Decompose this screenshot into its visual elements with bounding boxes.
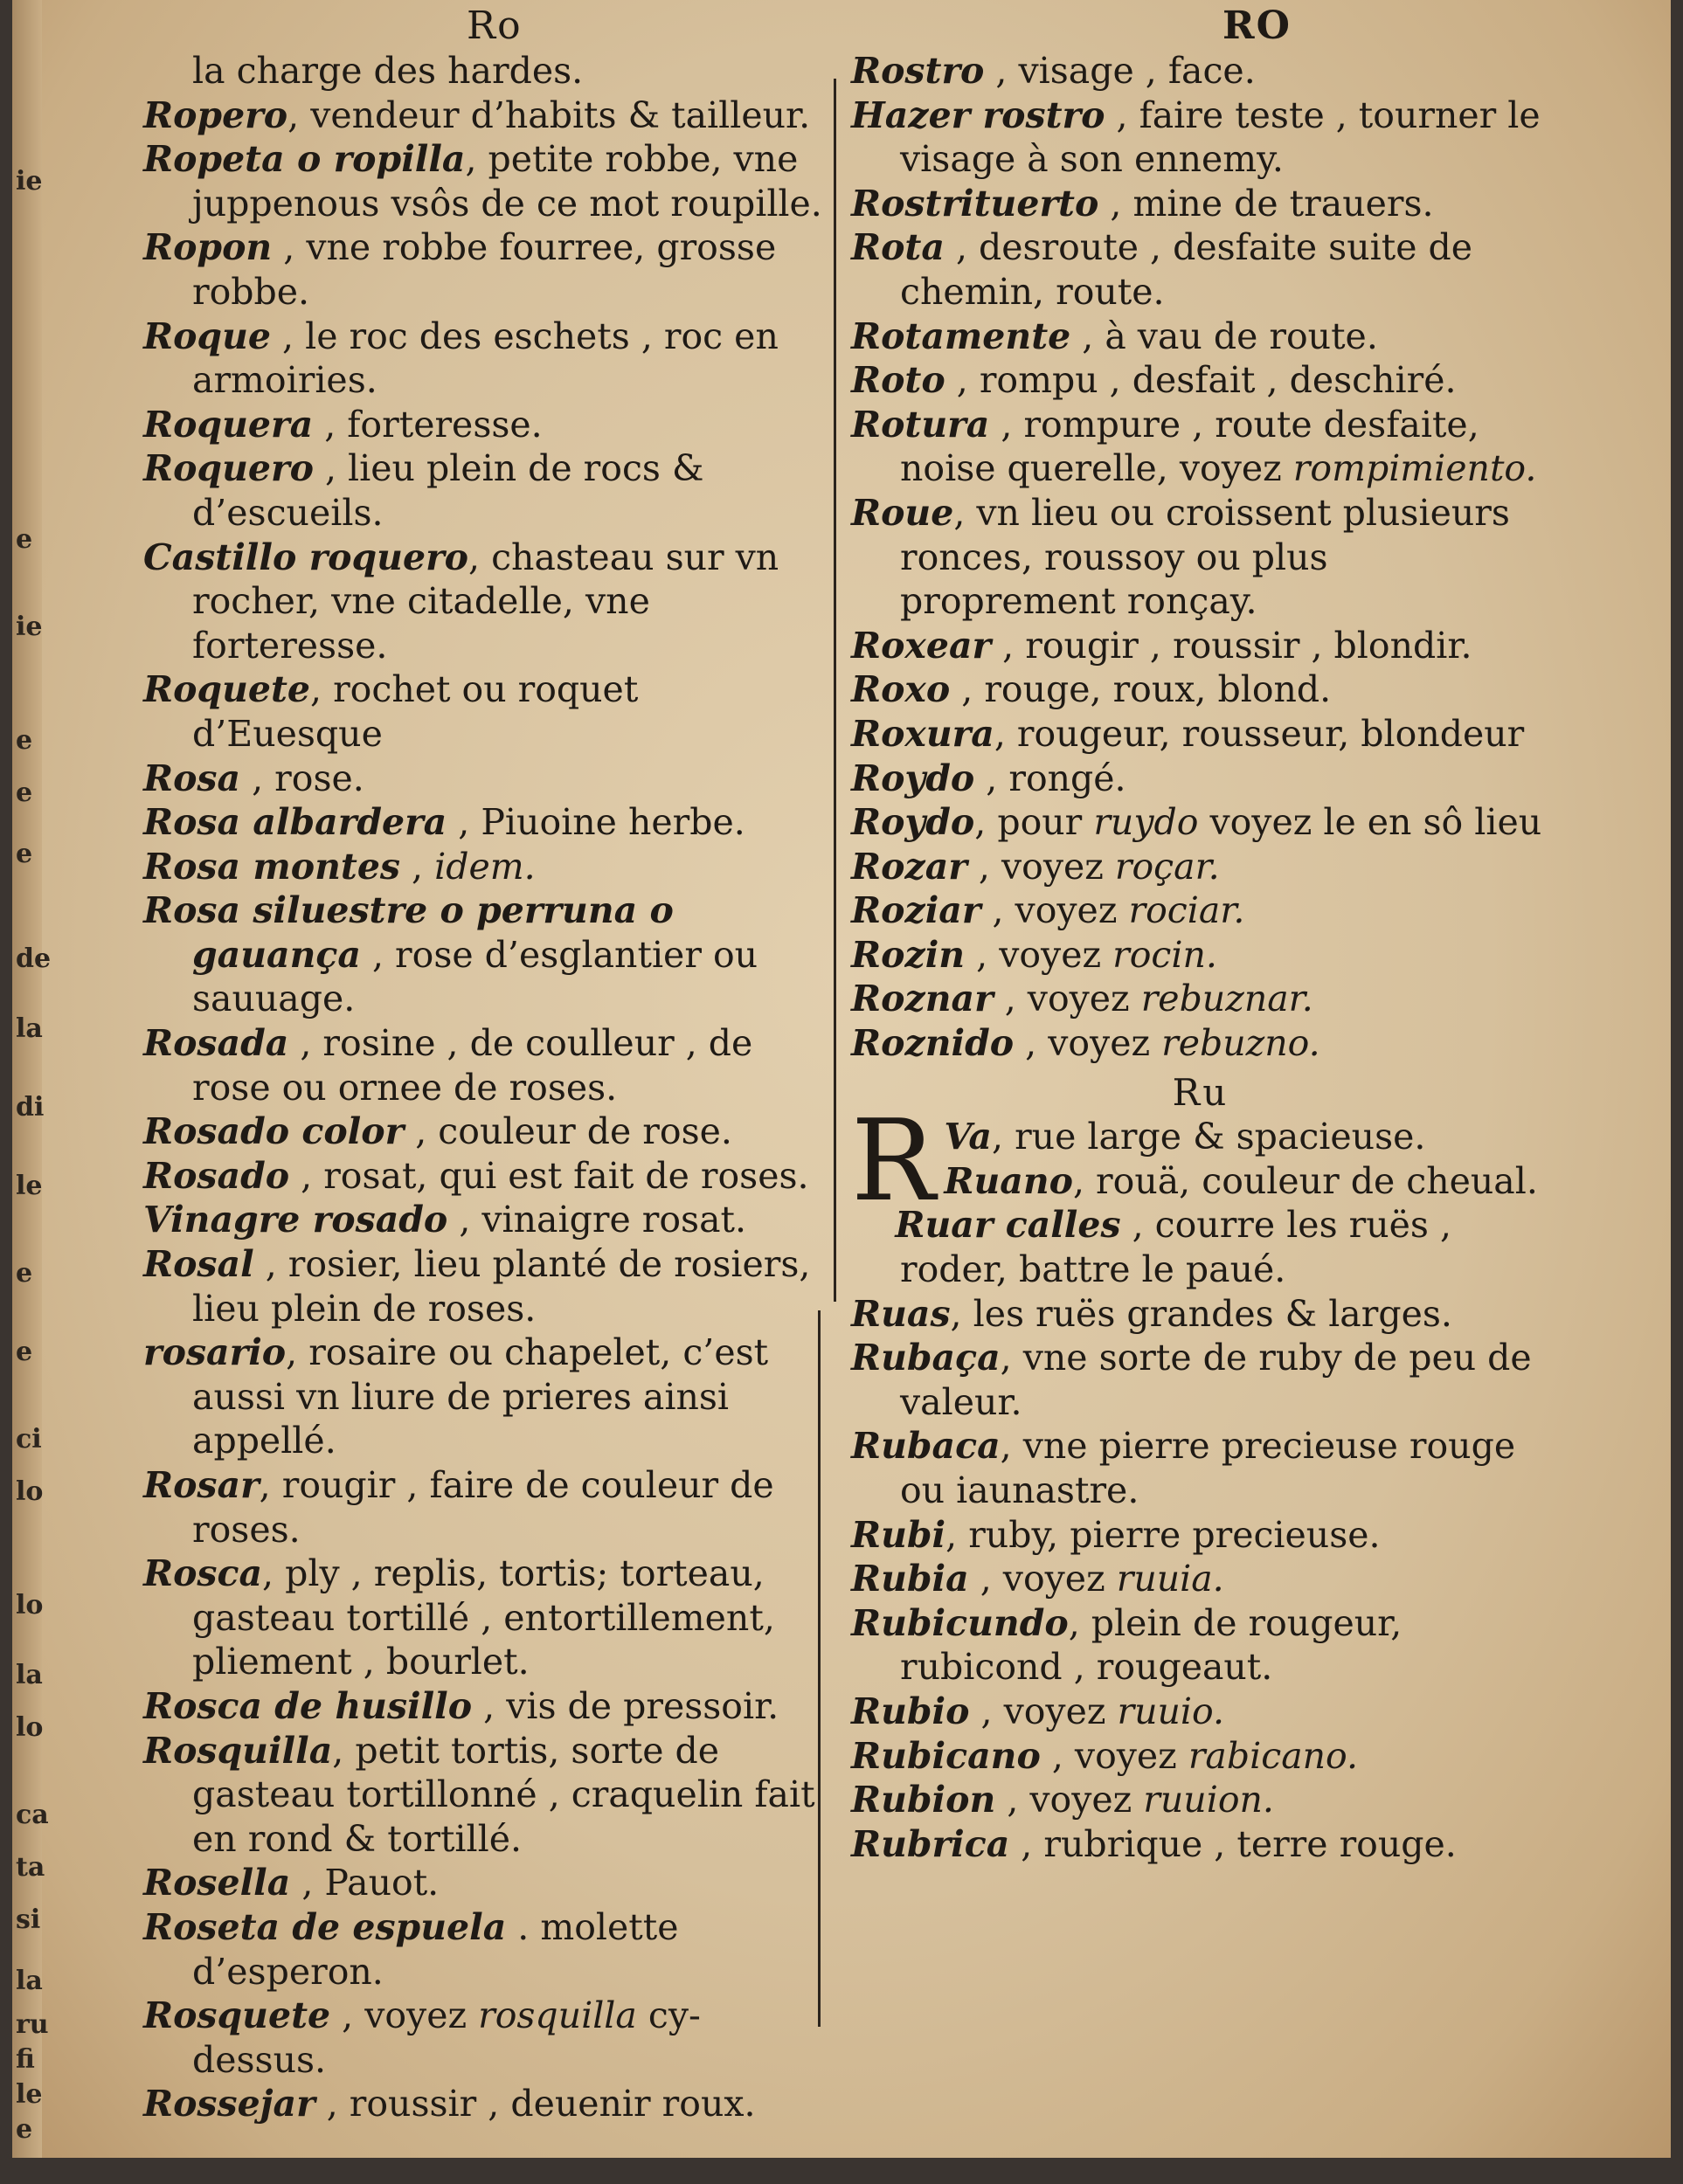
entry-definition: , visage , face. xyxy=(984,50,1256,92)
entry-headword: Roxura xyxy=(851,712,994,755)
margin-mark: e xyxy=(16,524,33,555)
entry-headword: Ruano xyxy=(944,1159,1073,1202)
entry-definition: , voyez xyxy=(1040,1734,1188,1777)
margin-mark: e xyxy=(16,1258,33,1289)
running-head-left: Ro xyxy=(467,3,523,48)
dictionary-entry xyxy=(851,933,1550,978)
margin-mark: la xyxy=(16,1013,43,1044)
entry-definition: , à vau de route. xyxy=(1070,314,1378,357)
margin-mark: le xyxy=(16,1171,43,1201)
dictionary-entry xyxy=(851,491,1550,624)
entry-headword: Rubi xyxy=(851,1513,946,1556)
entry-crossref: rebuznar. xyxy=(1140,978,1313,1020)
entry-headword: Rota xyxy=(851,226,945,269)
entry-headword: Rosquete xyxy=(143,1994,331,2037)
right-column-ro-entries xyxy=(851,49,1550,1066)
entry-definition: , forteresse. xyxy=(313,403,543,446)
dictionary-entry xyxy=(851,49,1550,93)
dropcap-letter: R xyxy=(851,1096,936,1227)
entry-crossref: rompimiento. xyxy=(1292,447,1537,490)
entry-headword: Rosado color xyxy=(143,1110,405,1153)
entry-definition: cy-dessus. xyxy=(192,1994,701,2081)
entry-crossref: roçar. xyxy=(1114,845,1220,888)
margin-mark: la xyxy=(16,1966,43,1996)
entry-headword: Ruar calles xyxy=(895,1204,1121,1247)
dictionary-entry xyxy=(851,845,1550,889)
entry-definition: . molette d’esperon. xyxy=(192,1905,679,1993)
entry-headword: Rossejar xyxy=(143,2083,315,2125)
entry-definition: , voyez xyxy=(965,933,1113,976)
entry-definition: , ply , replis, tortis; torteau, gasteau tortillé , entortillement, pliement , bourlet. xyxy=(192,1552,775,1683)
entry-definition: , rougir , faire de couleur de roses. xyxy=(192,1464,774,1551)
entry-headword: Roznar xyxy=(851,978,994,1020)
dictionary-entry xyxy=(851,182,1550,226)
entry-definition: , chasteau sur vn rocher, vne citadelle, vne forteresse. xyxy=(192,536,779,667)
entry-headword: Roseta de espuela xyxy=(143,1905,507,1948)
entry-crossref: ruuion. xyxy=(1143,1779,1274,1821)
entry-definition: , lieu plein de rocs & d’escueils. xyxy=(192,447,704,534)
dictionary-entry xyxy=(851,1601,1550,1690)
entry-definition: , rue large & spacieuse. xyxy=(992,1116,1426,1158)
entry-definition: , rougir , roussir , blondir. xyxy=(991,624,1472,667)
dictionary-entry xyxy=(143,536,834,668)
entry-headword: Rostro xyxy=(851,50,985,92)
dropcap-line-1 xyxy=(851,1115,1550,1159)
dictionary-entry xyxy=(143,403,834,447)
column-rule-upper xyxy=(834,79,836,1302)
dictionary-entry xyxy=(143,1021,834,1109)
entry-definition: , voyez xyxy=(993,978,1141,1020)
entry-headword: Rubion xyxy=(851,1779,996,1821)
entry-headword: Va xyxy=(944,1116,992,1158)
entry-definition: , rosaire ou chapelet, c’est aussi vn liure de prieres ainsi appellé. xyxy=(192,1331,769,1462)
entry-headword: Rubaca xyxy=(851,1425,1001,1468)
entry-headword: Roquete xyxy=(143,668,311,711)
dictionary-entry xyxy=(143,446,834,535)
running-head-right: RO xyxy=(1222,3,1292,48)
dictionary-entry xyxy=(143,1861,834,1905)
entry-headword: Roydo xyxy=(851,801,975,844)
entry-definition: , petit tortis, sorte de gasteau tortillonné , craquelin fait en rond & tortillé. xyxy=(192,1729,815,1860)
dictionary-entry xyxy=(143,667,834,756)
entry-headword: Rosa montes xyxy=(143,845,400,888)
dictionary-entry xyxy=(851,93,1550,182)
entry-definition: , couleur de rose. xyxy=(404,1110,732,1153)
margin-mark: le xyxy=(16,2079,43,2110)
entry-headword: Rosca xyxy=(143,1552,263,1595)
entry-headword: Rubaça xyxy=(851,1337,1001,1379)
entry-definition: , faire teste , tourner le visage à son ennemy. xyxy=(900,93,1541,181)
entry-definition: la charge des hardes. xyxy=(192,50,584,92)
dictionary-entry xyxy=(143,757,834,801)
dictionary-entry xyxy=(143,800,834,845)
entry-headword: Ropeta o ropilla xyxy=(143,138,466,181)
entry-definition: , voyez xyxy=(330,1994,479,2037)
entry-headword: Roxear xyxy=(851,624,992,667)
entry-headword: Rosar xyxy=(143,1464,260,1506)
entry-headword: Rotura xyxy=(851,403,990,446)
dictionary-entry xyxy=(143,1242,834,1330)
dictionary-entry xyxy=(143,1463,834,1552)
dictionary-entry xyxy=(143,314,834,403)
dictionary-page xyxy=(12,0,1671,2158)
entry-headword: Ruas xyxy=(851,1292,951,1335)
entry-definition: , vinaigre rosat. xyxy=(447,1199,747,1241)
dictionary-entry xyxy=(143,225,834,314)
margin-mark: ci xyxy=(16,1424,42,1455)
entry-definition: , les ruës grandes & larges. xyxy=(950,1292,1452,1335)
entry-definition: , rose. xyxy=(240,757,364,799)
entry-headword: Rosada xyxy=(143,1022,289,1065)
dictionary-entry xyxy=(143,1154,834,1199)
entry-headword: Rubicano xyxy=(851,1734,1041,1777)
entry-definition: , rouä, couleur de cheual. xyxy=(1072,1159,1538,1202)
margin-mark: ru xyxy=(16,2009,49,2040)
margin-mark: e xyxy=(16,2114,33,2145)
dictionary-entry xyxy=(143,1552,834,1684)
section-heading-ru: Ru xyxy=(1172,1070,1229,1114)
entry-definition: , rochet ou roquet d’Euesque xyxy=(192,668,639,755)
dictionary-entry xyxy=(143,1198,834,1242)
entry-headword: Rosa albardera xyxy=(143,801,447,844)
margin-mark: lo xyxy=(16,1712,44,1743)
entry-headword: Rubrica xyxy=(851,1822,1010,1865)
entry-definition: , pour xyxy=(974,801,1094,844)
entry-definition: , Piuoine herbe. xyxy=(447,801,745,844)
entry-headword: Roydo xyxy=(851,757,975,799)
dictionary-entry xyxy=(143,137,834,225)
entry-definition: , vis de pressoir. xyxy=(472,1684,779,1727)
entry-headword: Roque xyxy=(143,314,271,357)
margin-marks xyxy=(16,0,52,2158)
dictionary-entry xyxy=(143,1330,834,1463)
margin-mark: ie xyxy=(16,166,43,197)
entry-definition: , xyxy=(400,845,435,888)
dictionary-entry xyxy=(143,93,834,138)
dictionary-entry xyxy=(143,2082,834,2126)
entry-crossref: ruydo xyxy=(1093,801,1199,844)
margin-mark: lo xyxy=(16,1590,44,1621)
entry-definition: , rompu , desfait , deschiré. xyxy=(945,359,1457,402)
dictionary-entry xyxy=(143,1905,834,1994)
entry-definition: , voyez xyxy=(980,889,1129,932)
dictionary-entry xyxy=(851,667,1550,712)
entry-headword: Vinagre rosado xyxy=(143,1199,448,1241)
entry-definition: , le roc des eschets , roc en armoiries. xyxy=(192,314,779,402)
entry-definition: , desroute , desfaite suite de chemin, route. xyxy=(900,226,1473,313)
entry-headword: Ropero xyxy=(143,93,288,136)
entry-headword: Rubio xyxy=(851,1690,970,1732)
dictionary-entry xyxy=(851,1336,1550,1424)
dictionary-entry xyxy=(143,1109,834,1154)
dictionary-entry xyxy=(143,888,834,1021)
entry-definition: , vne sorte de ruby de peu de valeur. xyxy=(900,1337,1532,1423)
entry-crossref: rebuzno. xyxy=(1161,1022,1320,1065)
entry-definition: , rouge, roux, blond. xyxy=(950,668,1332,711)
entry-definition: , mine de trauers. xyxy=(1098,182,1434,225)
entry-definition: , rosine , de coulleur , de rose ou ornee de roses. xyxy=(192,1022,753,1109)
dictionary-entry xyxy=(851,314,1550,359)
dictionary-entry xyxy=(143,49,834,93)
margin-mark: e xyxy=(16,778,33,808)
entry-headword: Rosella xyxy=(143,1862,291,1904)
entry-definition: , voyez xyxy=(1014,1022,1162,1065)
entry-definition: , vendeur d’habits & tailleur. xyxy=(287,93,811,136)
entry-definition: , Pauot. xyxy=(290,1862,440,1904)
margin-mark: e xyxy=(16,1337,33,1367)
entry-headword: Roto xyxy=(851,359,945,402)
margin-mark: fi xyxy=(16,2044,35,2075)
entry-headword: Rosquilla xyxy=(143,1729,333,1772)
entry-headword: Rosa xyxy=(143,757,241,799)
dictionary-entry xyxy=(851,1203,1550,1291)
entry-definition: , vne robbe fourree, grosse robbe. xyxy=(192,226,777,313)
margin-mark: ca xyxy=(16,1800,49,1830)
entry-definition: , courre les ruës , roder, battre le paué. xyxy=(900,1204,1452,1291)
entry-definition: voyez le en sô lieu xyxy=(1198,801,1542,844)
entry-definition: , voyez xyxy=(995,1779,1144,1821)
dictionary-entry xyxy=(851,1734,1550,1779)
entry-crossref: idem. xyxy=(434,845,536,888)
margin-mark: si xyxy=(16,1904,41,1935)
dictionary-entry xyxy=(851,712,1550,757)
right-column-ru-entries xyxy=(851,1203,1550,1866)
entry-definition: , vne pierre precieuse rouge ou iaunastre. xyxy=(900,1425,1516,1511)
entry-headword: Rosado xyxy=(143,1154,290,1197)
margin-mark: ta xyxy=(16,1852,45,1883)
entry-headword: Hazer rostro xyxy=(851,93,1105,136)
dictionary-entry xyxy=(851,1690,1550,1734)
entry-definition: , rosat, qui est fait de roses. xyxy=(289,1154,809,1197)
entry-headword: rosario xyxy=(143,1331,287,1374)
dictionary-entry xyxy=(851,403,1550,491)
entry-headword: Rozin xyxy=(851,933,966,976)
entry-headword: Rosca de husillo xyxy=(143,1684,473,1727)
entry-definition: , rubrique , terre rouge. xyxy=(1009,1822,1457,1865)
entry-headword: Rostrituerto xyxy=(851,182,1099,225)
entry-definition: , voyez xyxy=(968,1558,1117,1600)
entry-headword: Roziar xyxy=(851,889,981,932)
margin-mark: de xyxy=(16,943,52,974)
margin-mark: di xyxy=(16,1092,45,1123)
entry-definition: , rosier, lieu planté de rosiers, lieu plein de roses. xyxy=(192,1243,811,1330)
dictionary-entry xyxy=(851,977,1550,1021)
margin-mark: lo xyxy=(16,1476,44,1507)
dictionary-entry xyxy=(851,1513,1550,1558)
entry-headword: Rotamente xyxy=(851,314,1071,357)
entry-definition: , rompure , route desfaite, noise querelle, voyez xyxy=(900,403,1479,490)
dictionary-entry xyxy=(143,845,834,889)
entry-headword: Castillo roquero xyxy=(143,536,469,578)
dictionary-entry xyxy=(851,1778,1550,1822)
entry-crossref: ruuia. xyxy=(1116,1558,1224,1600)
dictionary-entry xyxy=(851,800,1550,845)
right-column xyxy=(851,49,1550,1866)
entry-headword: Roquera xyxy=(143,403,314,446)
entry-definition: , voyez xyxy=(966,845,1115,888)
entry-headword: Rubia xyxy=(851,1558,969,1600)
entry-definition: , vn lieu ou croissent plusieurs ronces, roussoy ou plus proprement ronçay. xyxy=(900,491,1510,623)
entry-definition: , rongé. xyxy=(974,757,1126,799)
entry-definition: , plein de rougeur, rubicond , rougeaut. xyxy=(900,1601,1402,1689)
margin-mark: ie xyxy=(16,612,43,642)
entry-headword: Rosal xyxy=(143,1243,254,1286)
entry-definition: , voyez xyxy=(969,1690,1118,1732)
dictionary-entry xyxy=(851,624,1550,668)
dictionary-entry xyxy=(143,1684,834,1729)
entry-crossref: rocin. xyxy=(1112,933,1217,976)
entry-crossref: rociar. xyxy=(1128,889,1245,932)
entry-headword: Roquero xyxy=(143,447,314,490)
dictionary-entry xyxy=(851,358,1550,403)
dictionary-entry xyxy=(143,1729,834,1862)
entry-headword: Rozar xyxy=(851,845,967,888)
entry-headword: Roznido xyxy=(851,1022,1015,1065)
margin-mark: e xyxy=(16,839,33,869)
dictionary-entry xyxy=(851,1292,1550,1337)
dictionary-entry xyxy=(851,757,1550,801)
dropcap-line-2 xyxy=(851,1159,1550,1204)
dictionary-entry xyxy=(851,1021,1550,1066)
margin-mark: la xyxy=(16,1660,43,1690)
entry-headword: Ropon xyxy=(143,226,273,269)
entry-headword: Roxo xyxy=(851,668,951,711)
entry-crossref: rabicano. xyxy=(1188,1734,1359,1777)
entry-definition: , rougeur, rousseur, blondeur xyxy=(994,712,1525,755)
dictionary-entry xyxy=(851,888,1550,933)
entry-headword: Rubicundo xyxy=(851,1601,1069,1644)
dictionary-entry xyxy=(851,1424,1550,1512)
dictionary-entry xyxy=(851,225,1550,314)
entry-headword: Rosa siluestre o perruna o gauança xyxy=(143,889,674,976)
entry-definition: , petite robbe, vne juppenous vsôs de ce mot roupille. xyxy=(192,138,822,225)
entry-crossref: rosquilla xyxy=(478,1994,637,2037)
entry-crossref: ruuio. xyxy=(1117,1690,1225,1732)
dictionary-entry xyxy=(143,1994,834,2082)
margin-mark: e xyxy=(16,725,33,756)
entry-definition: , rose d’esglantier ou sauuage. xyxy=(192,933,758,1020)
left-column xyxy=(143,49,834,2126)
entry-definition: , ruby, pierre precieuse. xyxy=(945,1513,1381,1556)
entry-definition: , roussir , deuenir roux. xyxy=(315,2083,756,2125)
dictionary-entry xyxy=(851,1822,1550,1867)
dictionary-entry xyxy=(851,1557,1550,1601)
entry-headword: Roue xyxy=(851,491,954,534)
